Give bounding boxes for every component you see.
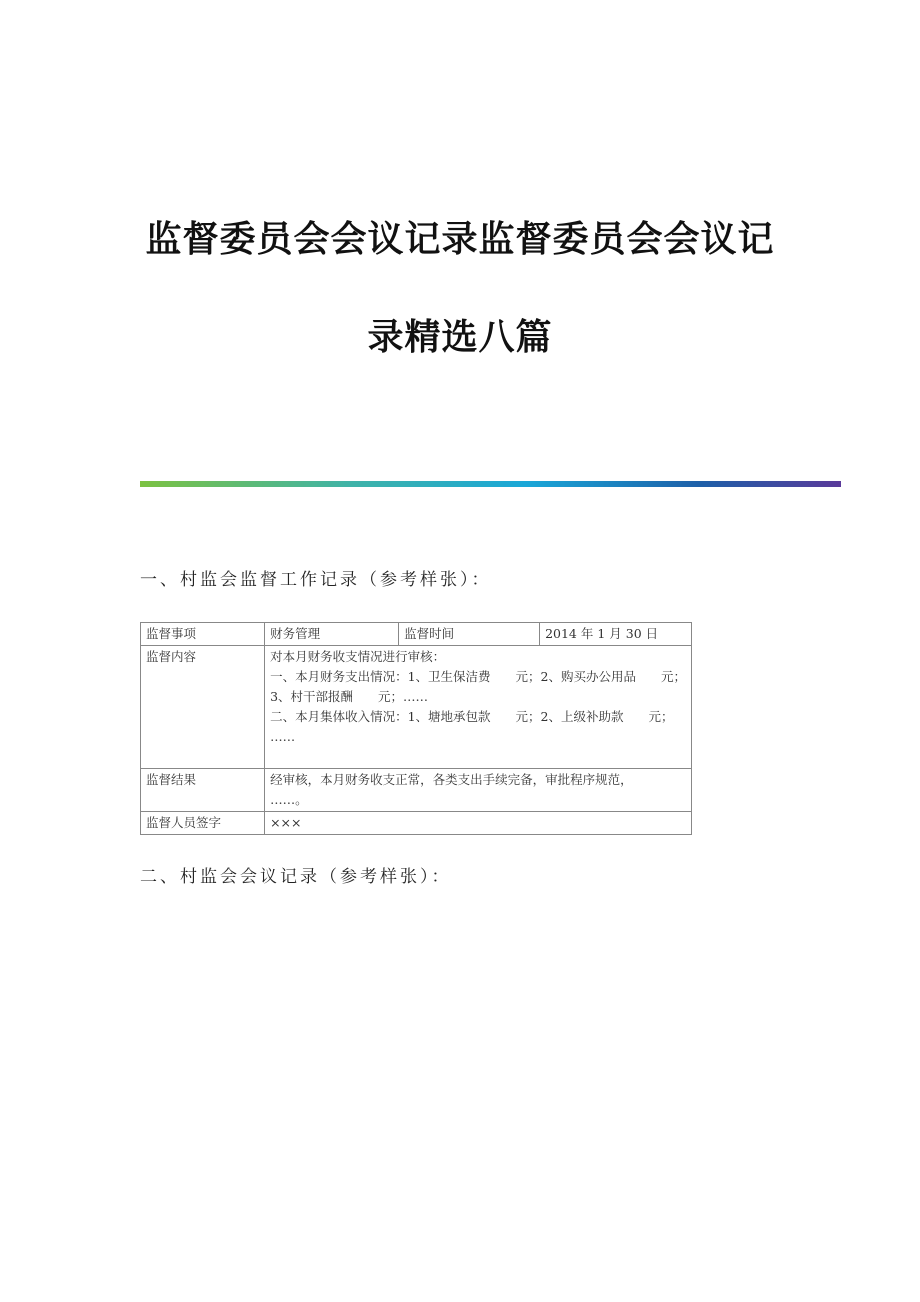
table-row [141, 623, 692, 646]
section-heading-supervision-record: 一、村监会监督工作记录（参考样张）： [140, 570, 492, 590]
table-row [141, 812, 692, 835]
table-cell-label: 监督事项 [141, 623, 265, 646]
table-cell-label: 监督结果 [141, 769, 265, 812]
content-line: …… [270, 729, 296, 744]
table-cell-label: 监督内容 [141, 646, 265, 769]
content-line: 经审核，本月财务收支正常，各类支出手续完备，审批程序规范， [270, 772, 633, 787]
document-title-line-1: 监督委员会会议记录监督委员会会议记 [145, 219, 775, 260]
supervision-record-table [140, 622, 692, 835]
table-cell-content [265, 646, 692, 769]
table-cell-label: 监督时间 [399, 623, 540, 646]
content-line: ……。 [270, 792, 308, 807]
table-cell-value: ××× [265, 812, 692, 835]
content-line: 3、村干部报酬 元；…… [270, 689, 429, 704]
table-cell-value: 2014 年 1 月 30 日 [540, 623, 692, 646]
table-row [141, 769, 692, 812]
content-line: 一、本月财务支出情况：1、卫生保洁费 元；2、购买办公用品 元； [270, 669, 686, 684]
table-cell-content [265, 769, 692, 812]
table-cell-label: 监督人员签字 [141, 812, 265, 835]
gradient-divider [140, 481, 841, 487]
content-line: 二、本月集体收入情况：1、塘地承包款 元；2、上级补助款 元； [270, 709, 674, 724]
table-row [141, 646, 692, 769]
table-cell-value: 财务管理 [265, 623, 399, 646]
section-heading-meeting-record: 二、村监会会议记录（参考样张）： [140, 867, 452, 887]
blank-line [270, 747, 686, 767]
document-title-line-2: 录精选八篇 [367, 317, 553, 358]
content-line: 对本月财务收支情况进行审核： [270, 649, 446, 664]
